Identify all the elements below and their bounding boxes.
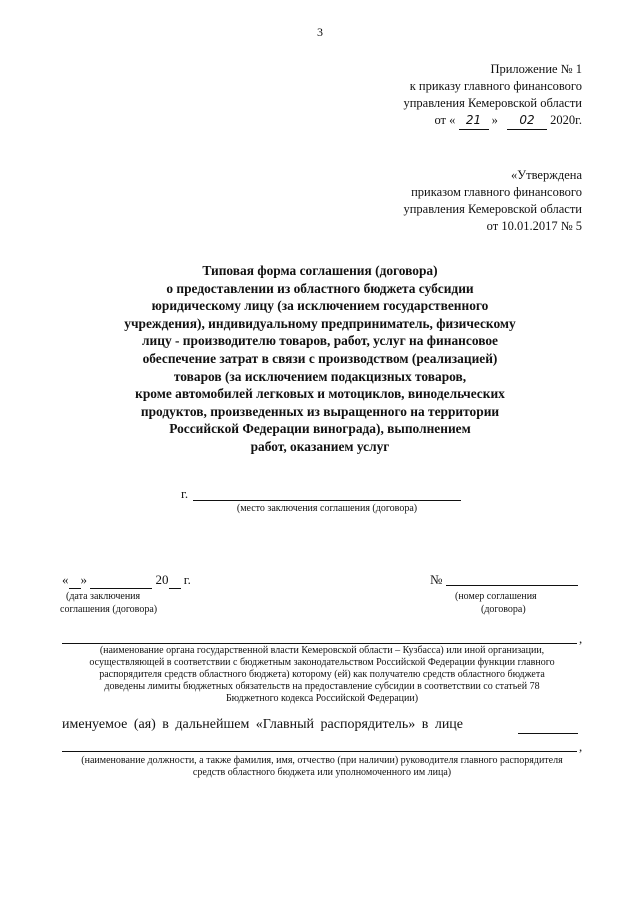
appendix-month-field — [507, 112, 547, 130]
appendix-day-handwritten: 21 — [465, 113, 482, 127]
title-line: учреждения), индивидуальному предприниматель, физическому — [124, 315, 516, 331]
approved-block — [322, 167, 582, 235]
title-line: обеспечение затрат в связи с производством (реализацией) — [142, 350, 498, 366]
organization-caption — [62, 645, 582, 705]
representative-caption-line: (наименование должности, а также фамилия, имя, отчество (при наличии) руководителя главного распорядителя — [81, 755, 563, 766]
appendix-day-field — [459, 112, 489, 130]
date-close-quote: » — [80, 572, 87, 587]
appendix-line-1: Приложение № 1 — [490, 62, 582, 76]
appendix-date-mid: » — [491, 113, 498, 127]
appendix-block — [322, 61, 582, 130]
title-line: работ, оказанием услуг — [250, 438, 390, 454]
place-prefix: г. — [181, 486, 189, 501]
place-field-line — [193, 500, 461, 501]
date-caption-1: (дата заключения — [66, 591, 141, 602]
date-year-suffix: г. — [183, 572, 191, 587]
organization-comma: , — [579, 631, 583, 646]
date-field — [62, 572, 191, 589]
approved-line-1: «Утверждена — [511, 168, 582, 182]
number-field-line — [446, 585, 578, 586]
date-month-blank — [90, 572, 152, 589]
title-line: кроме автомобилей легковых и мотоциклов, винодельческих — [135, 386, 505, 402]
place-caption: (место заключения соглашения (договора) — [236, 503, 418, 514]
date-caption-2: соглашения (договора) — [60, 604, 158, 615]
document-title — [60, 262, 580, 456]
appendix-date — [322, 112, 582, 130]
approved-line-4: от 10.01.2017 № 5 — [486, 219, 582, 233]
appendix-date-suffix: 2020г. — [550, 113, 582, 127]
date-year-blank — [169, 572, 181, 589]
representative-caption-line: средств областного бюджета или уполномоченного им лица) — [192, 767, 452, 778]
date-year-prefix: 20 — [155, 572, 169, 587]
organization-caption-line: (наименование органа государственной власти Кемеровской области – Кузбасса) или иной организации, — [99, 645, 545, 656]
approved-line-2: приказом главного финансового — [411, 185, 582, 199]
date-day-blank — [69, 572, 81, 589]
title-line: продуктов, произведенных из выращенного на территории — [140, 403, 500, 419]
representative-comma: , — [579, 739, 583, 754]
organization-caption-line: осуществляющей в соответствии с бюджетным законодательством Российской Федерации функции главного — [89, 657, 555, 668]
representative-field-line — [62, 751, 577, 752]
appendix-month-handwritten: 02 — [519, 113, 535, 127]
organization-caption-line: Бюджетного кодекса Российской Федерации) — [225, 693, 419, 704]
title-line: о предоставлении из областного бюджета субсидии — [166, 280, 474, 296]
date-open-quote: « — [62, 572, 69, 587]
organization-field-line — [62, 643, 577, 644]
title-line: товаров (за исключением подакцизных товаров, — [173, 368, 467, 384]
number-sign: № — [430, 572, 443, 587]
title-line: юридическому лицу (за исключением государственного — [151, 298, 489, 314]
number-caption-2: (договора) — [481, 604, 526, 615]
title-line: Российской Федерации винограда), выполнением — [169, 421, 471, 437]
representative-inline-field — [518, 733, 578, 734]
named-line: именуемое (ая) в дальнейшем «Главный распорядитель» в лице — [62, 717, 464, 732]
representative-caption — [62, 755, 582, 779]
approved-line-3: управления Кемеровской области — [403, 202, 582, 216]
appendix-line-2: к приказу главного финансового — [409, 79, 582, 93]
page-number: 3 — [317, 25, 323, 39]
appendix-line-3: управления Кемеровской области — [403, 96, 582, 110]
title-line: лицу - производителю товаров, работ, услуг на финансовое — [142, 333, 498, 349]
appendix-date-prefix: от « — [434, 113, 456, 127]
number-caption-1: (номер соглашения — [455, 591, 537, 602]
title-line: Типовая форма соглашения (договора) — [202, 263, 438, 278]
organization-caption-line: распорядителя средств областного бюджета) которому (ей) как получателю средств областного бюджета — [99, 669, 545, 680]
organization-caption-line: доведены лимиты бюджетных обязательств на предоставление субсидии в соответствии со статьей 78 — [104, 681, 540, 692]
